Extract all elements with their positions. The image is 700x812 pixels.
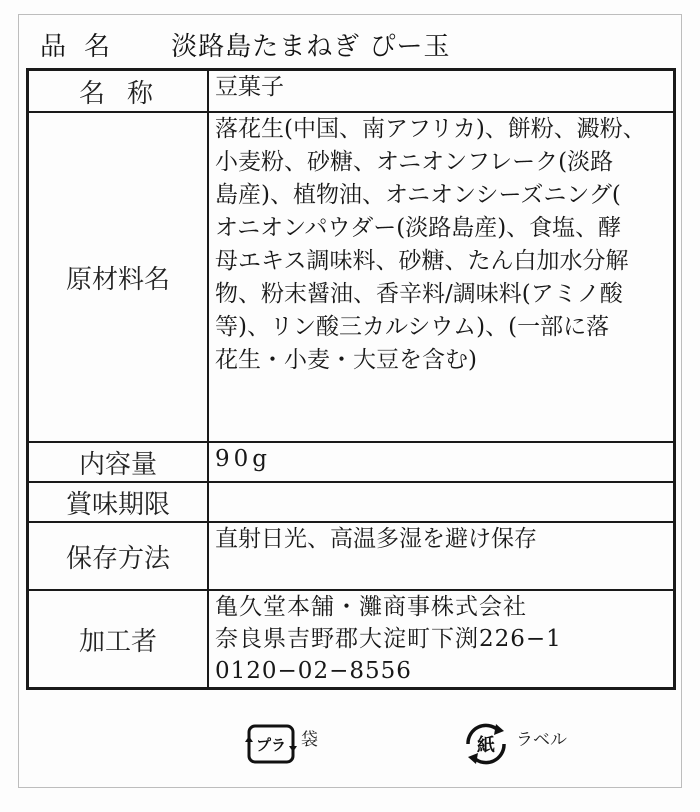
product-name-key: 品名: [40, 32, 129, 62]
manufacturer-label: 加工者: [28, 590, 209, 689]
row-storage: [28, 522, 675, 590]
row-expiry: [28, 482, 675, 522]
paper-recycle-icon: [458, 716, 514, 772]
expiry-label: 賞味期限: [28, 482, 209, 522]
food-label-table: [26, 68, 676, 690]
row-manufacturer: [28, 590, 675, 689]
manufacturer-line: 亀久堂本舗・灘商事株式会社: [215, 594, 527, 620]
manufacturer-line: 0120−02−8556: [215, 658, 412, 684]
product-name-value: 淡路島たまねぎ ぴー玉: [171, 32, 451, 62]
plastic-recycle-mark: [243, 716, 318, 772]
row-ingredients: [28, 112, 675, 442]
content-value: 90g: [208, 442, 675, 482]
storage-label: 保存方法: [28, 522, 209, 590]
plastic-mark-caption: 袋: [301, 729, 318, 750]
storage-value: 直射日光、高温多湿を避け保存: [208, 522, 675, 590]
content-label: 内容量: [28, 442, 209, 482]
name-label: 名称: [28, 70, 209, 113]
expiry-value: [208, 482, 675, 522]
name-value: 豆菓子: [208, 70, 675, 113]
row-name: [28, 70, 675, 113]
row-content: [28, 442, 675, 482]
ingredients-line: 物、粉末醤油、香辛料/調味料(アミノ酸: [215, 281, 623, 307]
ingredients-line: 島産)、植物油、オニオンシーズニング(: [215, 182, 621, 208]
ingredients-line: 花生・小麦・大豆を含む): [215, 347, 477, 373]
ingredients-line: 等)、リン酸三カルシウム)、(一部に落: [215, 314, 610, 340]
paper-recycle-mark: [458, 716, 567, 772]
ingredients-line: 母エキス調味料、砂糖、たん白加水分解: [215, 248, 629, 274]
paper-mark-symbol: 紙: [477, 735, 495, 756]
ingredients-value: [208, 112, 675, 442]
ingredients-line: 小麦粉、砂糖、オニオンフレーク(淡路: [215, 149, 614, 175]
ingredients-label: 原材料名: [28, 112, 209, 442]
ingredients-line: 落花生(中国、南アフリカ)、餅粉、澱粉、: [215, 116, 646, 142]
product-name-line: [40, 26, 451, 63]
manufacturer-line: 奈良県吉野郡大淀町下渕226−1: [215, 626, 562, 652]
ingredients-line: オニオンパウダー(淡路島産)、食塩、酵: [215, 215, 622, 241]
manufacturer-value: [208, 590, 675, 689]
plastic-recycle-icon: [243, 716, 299, 772]
plastic-mark-symbol: プラ: [255, 736, 287, 754]
paper-mark-caption: ラベル: [516, 729, 567, 750]
